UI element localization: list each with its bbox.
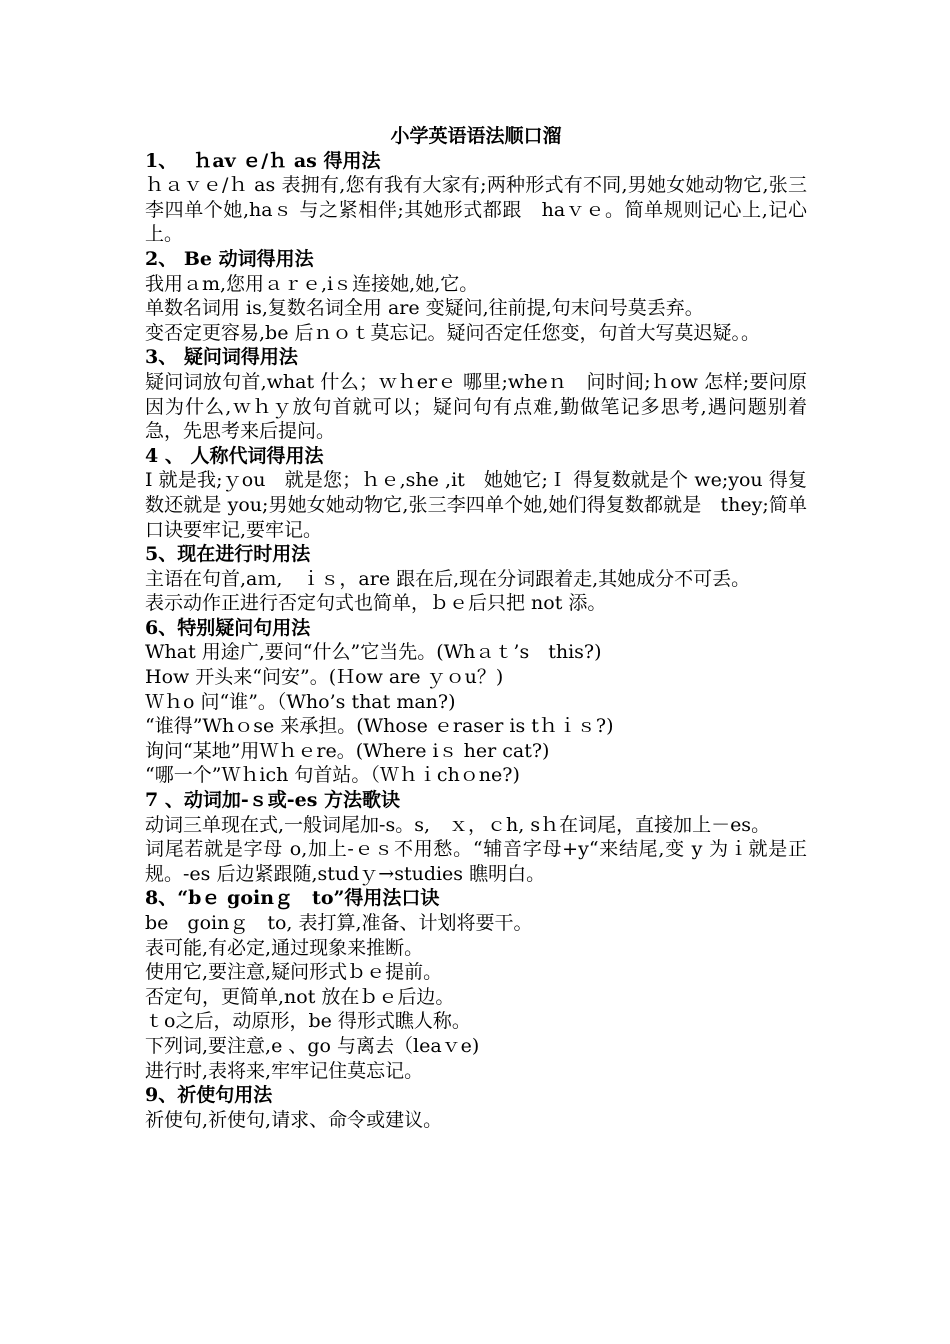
section-6-line: What 用途广,要问“什么”它当先。(Whａｔ’s this?) — [145, 641, 602, 664]
section-2-line-2: 单数名词用 is,复数名词全用 are 变疑问,往前提,句末问号莫丢弃。 — [145, 297, 704, 320]
section-9-line-1: 祈使句,祈使句,请求、命令或建议。 — [145, 1108, 443, 1131]
section-7-paragraph-1: 动词三单现在式,一般词尾加-s。s, ｘ，ｃh, sｈ在词尾，直接加上－es。 — [145, 813, 771, 836]
section-6-line: How 开头来“问安”。(Ｈow are ｙｏu？) — [145, 666, 504, 689]
section-8-line: 进行时,表将来,牢牢记住莫忘记。 — [145, 1059, 424, 1082]
section-8-line: ｔo之后，动原形，be 得形式瞧人称。 — [145, 1010, 471, 1033]
section-6-line: Ｗｈo 问“谁”。（Who’s that man?) — [145, 690, 456, 713]
section-2-line-1: 我用ａm,您用ａｒｅ,iｓ连接她,她,它。 — [145, 272, 479, 295]
section-8-line: 下列词,要注意,e 、go 与离去（leaｖe) — [145, 1034, 480, 1057]
section-8-line: 否定句，更简单,not 放在ｂｅ后边。 — [145, 985, 455, 1008]
section-8-line: 使用它,要注意,疑问形式ｂｅ提前。 — [145, 961, 443, 984]
section-6-line: 询问“某地”用Ｗｈｅre。(Where iｓ her cat?) — [145, 739, 550, 762]
section-8-line: be goinｇ to, 表打算,准备、计划将要干。 — [145, 912, 533, 934]
section-3-paragraph: 疑问词放句首,what 什么；ｗｈerｅ 哪里;wheｎ 问时间;ｈow 怎样;要问原因为什么,ｗｈｙ放句首就可以；疑问句有点难,勤做笔记多思考,遇问题别着急，先思考来后提问。 — [145, 370, 807, 443]
section-6-line: “哪一个”Ｗｈich 句首站。（Ｗｈｉchｏne?) — [145, 764, 520, 787]
section-8-heading: 8、“bｅ goinｇ to”得用法口诀 — [145, 887, 440, 910]
section-1-paragraph: ｈａｖｅ/ｈ as 表拥有,您有我有大家有;两种形式有不同,男她女她动物它,张三李四单个她,haｓ 与之紧相伴;其她形式都跟 haｖｅ。简单规则记心上,记心上。 — [145, 174, 807, 246]
section-5-paragraph: 主语在句首,aｍ, ｉｓ，are 跟在后,现在分词跟着走,其她成分不可丢。 — [145, 567, 751, 590]
section-7-paragraph-2: 词尾若就是字母 o,加上-ｅｓ不用愁。“辅音字母+y“来结尾,变 y 为ｉ就是正规。-es 后边紧跟随,studｙ→studies 瞧明白。 — [145, 838, 807, 885]
section-6-line: “谁得”Whｏse 来承担。(Whose ｅraser is tｈｉｓ?) — [145, 715, 614, 738]
section-8-line: 表可能,有必定,通过现象来推断。 — [145, 936, 424, 959]
section-3-heading: 3、 疑问词得用法 — [145, 346, 298, 369]
section-2-heading: 2、 Be 动词得用法 — [145, 247, 314, 270]
section-6-heading: 6、特别疑问句用法 — [145, 616, 311, 639]
section-4-heading: 4 、 人称代词得用法 — [145, 444, 324, 467]
section-5-line-2: 表示动作正进行否定句式也简单，ｂｅ后只把 not 添。 — [145, 592, 607, 615]
section-4-paragraph: I 就是我;ｙou 就是您；ｈｅ,she ,it 她她它;Ｉ 得复数就是个 we;you 得复数还就是 you;男她女她动物它,张三李四单个她,她们得复数都就是 they;简单口诀要牢记,要牢记。 — [145, 469, 807, 541]
section-7-heading: 7 、动词加-ｓ或-es 方法歌诀 — [145, 789, 401, 812]
section-5-heading: 5、现在进行时用法 — [145, 543, 311, 566]
document-title: 小学英语语法顺口溜 — [390, 125, 562, 147]
section-1-heading: 1、 ｈav ｅ/ｈ as 得用法 — [145, 149, 381, 172]
section-2-paragraph-3: 变否定更容易,be 后ｎｏｔ莫忘记。疑问否定任您变，句首大写莫迟疑。。 — [145, 321, 760, 344]
section-9-heading: 9、祈使句用法 — [145, 1084, 273, 1107]
document-page — [145, 124, 807, 1132]
